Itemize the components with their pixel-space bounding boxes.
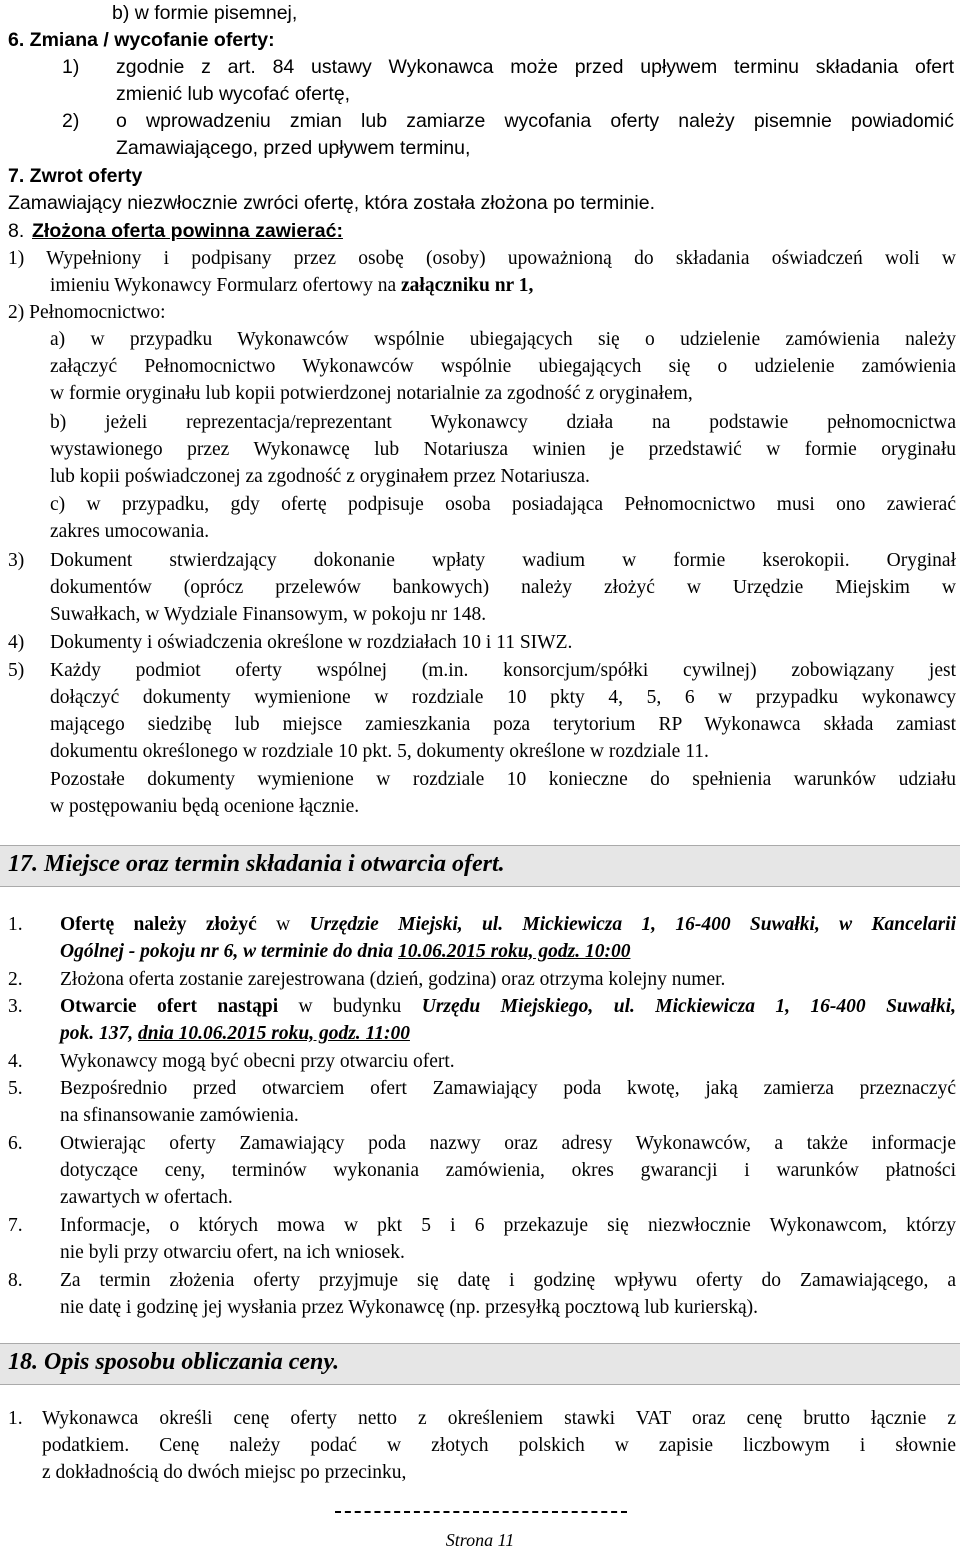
s8-item-5-line-6: w postępowaniu będą ocenione łącznie.: [50, 796, 360, 817]
s8-item-4: Dokumenty i oświadczenia określone w rozdziałach 10 i 11 SIWZ.: [50, 632, 573, 653]
s18-item-1-line-1: Wykonawca określi cenę oferty netto z określeniem stawki VAT oraz cenę brutto łącznie z: [42, 1408, 956, 1429]
s17-item-1-num: 1.: [8, 914, 23, 935]
s8-item-1-line-2: [50, 272, 533, 299]
s17-item-7-num: 7.: [8, 1215, 23, 1236]
s8-item-5-line-4: dokumentu określonego w rozdziale 10 pkt. 5, dokumenty określone w rozdziale 11.: [50, 741, 709, 762]
s17-item-1-address: Urzędzie Miejski, ul. Mickiewicza 1, 16-400 Suwałki, w Kancelarii: [309, 914, 956, 935]
s17-item-4-num: 4.: [8, 1051, 23, 1072]
s18-item-1-line-3: z dokładnością do dwóch miejsc po przecinku,: [42, 1462, 407, 1483]
s17-item-8-line-1: Za termin złożenia oferty przyjmuje się datę i godzinę wpływu oferty do Zamawiającego, a: [60, 1270, 956, 1291]
heading-6: 6. Zmiana / wycofanie oferty:: [8, 29, 275, 51]
s18-item-1-line-2: podatkiem. Cenę należy podać w złotych polskich w zapisie liczbowym i słownie: [42, 1435, 956, 1456]
s17-item-2: Złożona oferta zostanie zarejestrowana (dzień, godzina) oraz otrzyma kolejny numer.: [60, 969, 726, 990]
s17-item-6-line-1: Otwierając oferty Zamawiający poda nazwy oraz adresy Wykonawców, a także informacje: [60, 1133, 956, 1154]
s17-item-3-line-1: [60, 993, 956, 1020]
s17-item-6-num: 6.: [8, 1133, 23, 1154]
s8-item-5-line-1: Każdy podmiot oferty wspólnej (m.in. konsorcjum/spółki cywilnej) zobowiązany jest: [50, 660, 956, 681]
s17-item-5-num: 5.: [8, 1078, 23, 1099]
s8-item-5-line-2: dołączyć dokumenty wymienione w rozdziale 10 pkty 4, 5, 6 w przypadku wykonawcy: [50, 687, 956, 708]
s8-item-5-line-5: Pozostałe dokumenty wymienione w rozdziale 10 konieczne do spełnienia warunków udziału: [50, 769, 956, 790]
s8-a-line-3: w formie oryginału lub kopii potwierdzonej notarialnie za zgodność z oryginałem,: [50, 383, 693, 404]
s17-item-6-line-2: dotyczące ceny, terminów wykonania zamówienia, okres gwarancji i warunków płatności: [60, 1160, 956, 1181]
heading-8-num: 8.: [8, 220, 25, 242]
s8-item-3-num: 3): [8, 550, 25, 571]
s17-item-3-address: Urzędu Miejskiego, ul. Mickiewicza 1, 16-400 Suwałki,: [421, 996, 956, 1017]
s17-item-7-line-2: nie byli przy otwarciu ofert, na ich wniosek.: [60, 1242, 405, 1263]
s18-item-1-num: 1.: [8, 1408, 23, 1429]
item-b-written: b) w formie pisemnej,: [112, 2, 298, 24]
section-17-title: 17. Miejsce oraz termin składania i otwarcia ofert.: [8, 851, 505, 877]
item-2-line-2: Zamawiającego, przed upływem terminu,: [116, 137, 471, 159]
s17-item-3-date: dnia 10.06.2015 roku, godz. 11:00: [138, 1023, 410, 1044]
page-number: Strona 11: [445, 1530, 515, 1550]
heading-8: Złożona oferta powinna zawierać:: [32, 220, 343, 242]
s17-item-1-mid: w: [256, 914, 310, 935]
s17-item-8-line-2: nie datę i godzinę jej wysłania przez Wykonawcę (np. przesyłką pocztową lub kurierską).: [60, 1297, 759, 1318]
item-2-num: 2): [62, 110, 80, 132]
s8-c-line-1: c) w przypadku, gdy ofertę podpisuje osoba posiadająca Pełnomocnictwo musi ono zawierać: [50, 494, 956, 515]
s8-item-3-line-3: Suwałkach, w Wydziale Finansowym, w pokoju nr 148.: [50, 604, 487, 625]
s8-item-1-line-1: 1) Wypełniony i podpisany przez osobę (osoby) upoważnioną do składania oświadczeń woli w: [8, 248, 956, 269]
s17-item-1-bold: Ofertę należy złożyć: [60, 914, 257, 935]
s17-item-3-room: pok. 137,: [60, 1023, 138, 1044]
s17-item-3-num: 3.: [8, 996, 23, 1017]
s17-item-6-line-3: zawartych w ofertach.: [60, 1187, 233, 1208]
s17-item-1-line-2: [60, 938, 630, 965]
s8-item-4-num: 4): [8, 632, 25, 653]
s8-item-2: 2) Pełnomocnictwo:: [8, 302, 166, 323]
item-2-line-1: o wprowadzeniu zmian lub zamiarze wycofania oferty należy pisemnie powiadomić: [116, 110, 954, 132]
s8-item-5-num: 5): [8, 660, 25, 681]
s17-item-8-num: 8.: [8, 1270, 23, 1291]
s8-a-line-2: załączyć Pełnomocnictwo Wykonawców wspólnie ubiegających się o udzielenie zamówienia: [50, 356, 956, 377]
s8-item-3-line-1: Dokument stwierdzający dokonanie wpłaty wadium w formie kserokopii. Oryginał: [50, 550, 956, 571]
s17-item-4: Wykonawcy mogą być obecni przy otwarciu ofert.: [60, 1051, 455, 1072]
s8-a-line-1: a) w przypadku Wykonawców wspólnie ubiegających się o udzielenie zamówienia należy: [50, 329, 956, 350]
item-1-line-1: zgodnie z art. 84 ustawy Wykonawca może przed upływem terminu składania ofert: [116, 56, 954, 78]
section-18-title: 18. Opis sposobu obliczania ceny.: [8, 1349, 340, 1375]
s17-item-3-mid: w budynku: [278, 996, 422, 1017]
heading-7: 7. Zwrot oferty: [8, 165, 143, 187]
s17-item-5-line-2: na sfinansowanie zamówienia.: [60, 1105, 299, 1126]
s17-item-7-line-1: Informacje, o których mowa w pkt 5 i 6 przekazuje się niezwłocznie Wykonawcom, którzy: [60, 1215, 956, 1236]
s8-b-line-3: lub kopii poświadczonej za zgodność z oryginałem przez Notariusza.: [50, 466, 590, 487]
s8-item-5-line-3: mającego siedzibę lub miejsce zamieszkania poza terytorium RP Wykonawca składa zamiast: [50, 714, 956, 735]
s17-item-3-line-2: [60, 1020, 410, 1047]
s17-item-1-place: Ogólnej - pokoju nr 6, w terminie do dnia: [60, 941, 399, 962]
item-1-line-2: zmienić lub wycofać ofertę,: [116, 83, 351, 105]
s8-b-line-1: b) jeżeli reprezentacja/reprezentant Wykonawcy działa na podstawie pełnomocnictwa: [50, 412, 956, 433]
s17-item-1-deadline: 10.06.2015 roku, godz. 10:00: [398, 941, 631, 962]
s17-item-2-num: 2.: [8, 969, 23, 990]
s8-item-3-line-2: dokumentów (oprócz przelewów bankowych) należy złożyć w Urzędzie Miejskim w: [50, 577, 956, 598]
footer-divider: [335, 1511, 627, 1513]
paragraph-7: Zamawiający niezwłocznie zwróci ofertę, która została złożona po terminie.: [8, 192, 656, 214]
s8-c-line-2: zakres umocowania.: [50, 521, 210, 542]
s8-item-1-text: imieniu Wykonawcy Formularz ofertowy na: [50, 275, 401, 296]
s17-item-1-line-1: [60, 911, 956, 938]
item-1-num: 1): [62, 56, 80, 78]
s17-item-3-bold: Otwarcie ofert nastąpi: [60, 996, 279, 1017]
s8-b-line-2: wystawionego przez Wykonawcę lub Notariusza winien je przedstawić w formie oryginału: [50, 439, 956, 460]
s17-item-5-line-1: Bezpośrednio przed otwarciem ofert Zamawiający poda kwotę, jaką zamierza przeznaczyć: [60, 1078, 956, 1099]
s8-item-1-attachment: załączniku nr 1,: [401, 275, 534, 296]
